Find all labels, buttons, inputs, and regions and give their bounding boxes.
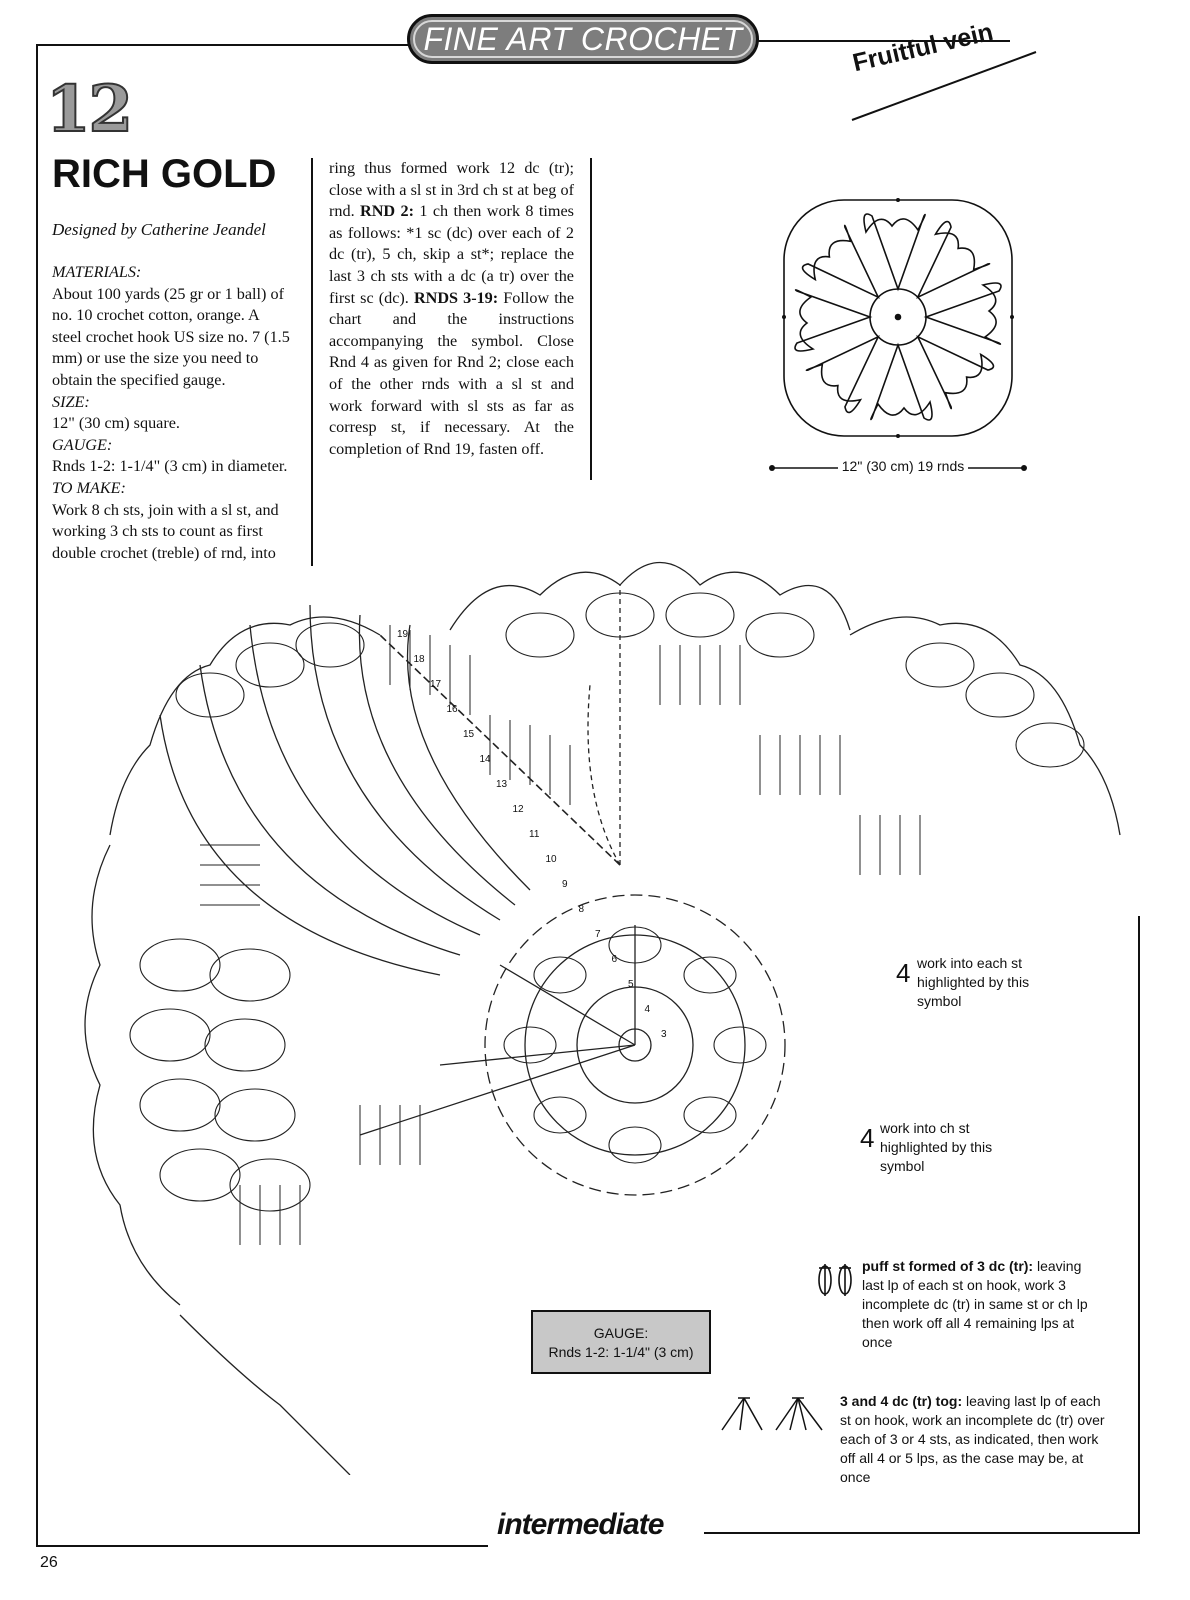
round-label-5: 5: [628, 979, 634, 990]
gauge-text: Rnds 1-2: 1-1/4" (3 cm) in diameter.: [52, 457, 288, 476]
rounds-3-19-label: RNDS 3-19:: [413, 288, 499, 307]
frame-bottom-left-line: [36, 1545, 488, 1547]
round-label-12: 12: [512, 804, 524, 815]
puff-stitch-title: puff st formed of 3 dc (tr):: [862, 1258, 1034, 1274]
round-label-10: 10: [545, 854, 557, 865]
pattern-number: 12: [46, 72, 132, 147]
to-make-text: Work 8 ch sts, join with a sl st, and working 3 ch sts to count as first double crochet (treble) of rnd, into: [52, 500, 279, 562]
size-label: SIZE:: [52, 392, 90, 411]
frame-bottom-right-line: [704, 1532, 1140, 1534]
round-label-7: 7: [595, 929, 601, 940]
legend-item-each-st: work into each st highlighted by this symbol: [917, 955, 1030, 1009]
gauge-label: GAUGE:: [52, 435, 113, 454]
puff-stitch-symbol: [815, 1260, 855, 1300]
frame-top-left-line: [36, 44, 410, 46]
size-text: 12" (30 cm) square.: [52, 414, 180, 433]
highlight-symbol-1: 4: [896, 958, 911, 988]
round-label-11: 11: [529, 829, 540, 840]
page-subtitle: Fruitful vein: [850, 17, 996, 78]
legend-dc-together: [840, 1392, 1110, 1487]
gauge-box: [531, 1310, 711, 1374]
puff-stitch-text: leaving last lp of each st on hook, work 3 incomplete dc (tr) in same st or ch lp then work off all 4 remaining lps at once: [862, 1258, 1088, 1350]
subtitle-underline: [850, 40, 1040, 130]
column-divider-1: [311, 158, 313, 566]
dc-together-text: leaving last lp of each st on hook, work an incomplete dc (tr) over each of 3 or 4 sts, as indicated, then work off all 4 or 5 lps, as the case may be, at once: [840, 1393, 1105, 1485]
dc-together-symbol: [718, 1394, 828, 1434]
gauge-box-label: GAUGE:: [593, 1325, 649, 1341]
round-label-17: 17: [430, 679, 442, 690]
round-label-19: 19: [397, 629, 409, 640]
round-label-4: 4: [644, 1004, 651, 1015]
finished-shape-thumbnail: [768, 186, 1028, 456]
instructions-column-2: [329, 158, 574, 460]
round-2-text: 1 ch then work 8 times as follows: *1 sc (dc) over each of 2 dc (tr), 5 ch, skip a st*; replace the last 3 ch sts with a dc (a tr) over the first sc (dc).: [329, 202, 574, 307]
page-number: 26: [40, 1554, 58, 1571]
difficulty-level: intermediate: [497, 1508, 664, 1541]
round-label-18: 18: [413, 654, 425, 665]
pattern-title: RICH GOLD: [52, 152, 277, 196]
rounds-3-19-text: Follow the chart and the instructions accompanying the symbol. Close Rnd 4 as given for Rnd 2; close each of the other rnds with a sl st and work forward with sl sts as far as corresp st, if necessary. At the completion of Rnd 19, fasten off.: [329, 288, 575, 458]
round-1-text: ring thus formed work 12 dc (tr); close with a sl st in 3rd ch st at beg of rnd.: [329, 159, 574, 221]
materials-label: MATERIALS:: [52, 263, 142, 281]
legend-puff-stitch: [862, 1257, 1096, 1352]
gauge-box-value: Rnds 1-2: 1-1/4" (3 cm): [548, 1344, 694, 1360]
series-header: [407, 14, 759, 64]
frame-left-line: [36, 44, 38, 1546]
highlight-symbol-2: 4: [860, 1123, 875, 1153]
legend-item-ch-st: work into ch st highlighted by this symbol: [880, 1120, 993, 1174]
round-label-3: 3: [661, 1029, 667, 1040]
series-title: FINE ART CROCHET: [423, 20, 743, 57]
designer-credit: Designed by Catherine Jeandel: [52, 220, 266, 239]
round-label-9: 9: [562, 879, 568, 890]
round-label-14: 14: [479, 754, 491, 765]
thumbnail-dimension-label: 12" (30 cm) 19 rnds: [838, 458, 968, 474]
thumbnail-dimension: [768, 458, 1028, 478]
instructions-column-1: [52, 262, 292, 564]
round-2-label: RND 2:: [360, 202, 414, 221]
column-divider-2: [590, 158, 592, 480]
to-make-label: TO MAKE:: [52, 478, 126, 497]
round-label-15: 15: [463, 729, 475, 740]
dc-together-title: 3 and 4 dc (tr) tog:: [840, 1393, 963, 1409]
round-label-16: 16: [446, 704, 458, 715]
round-label-6: 6: [611, 954, 618, 965]
materials-text: About 100 yards (25 gr or 1 ball) of no. 10 crochet cotton, orange. A steel crochet hook US size no. 7 (1.5 mm) or use the size you need to obtain the specified gauge.: [52, 284, 290, 389]
round-label-8: 8: [578, 904, 585, 915]
round-label-13: 13: [496, 779, 508, 790]
